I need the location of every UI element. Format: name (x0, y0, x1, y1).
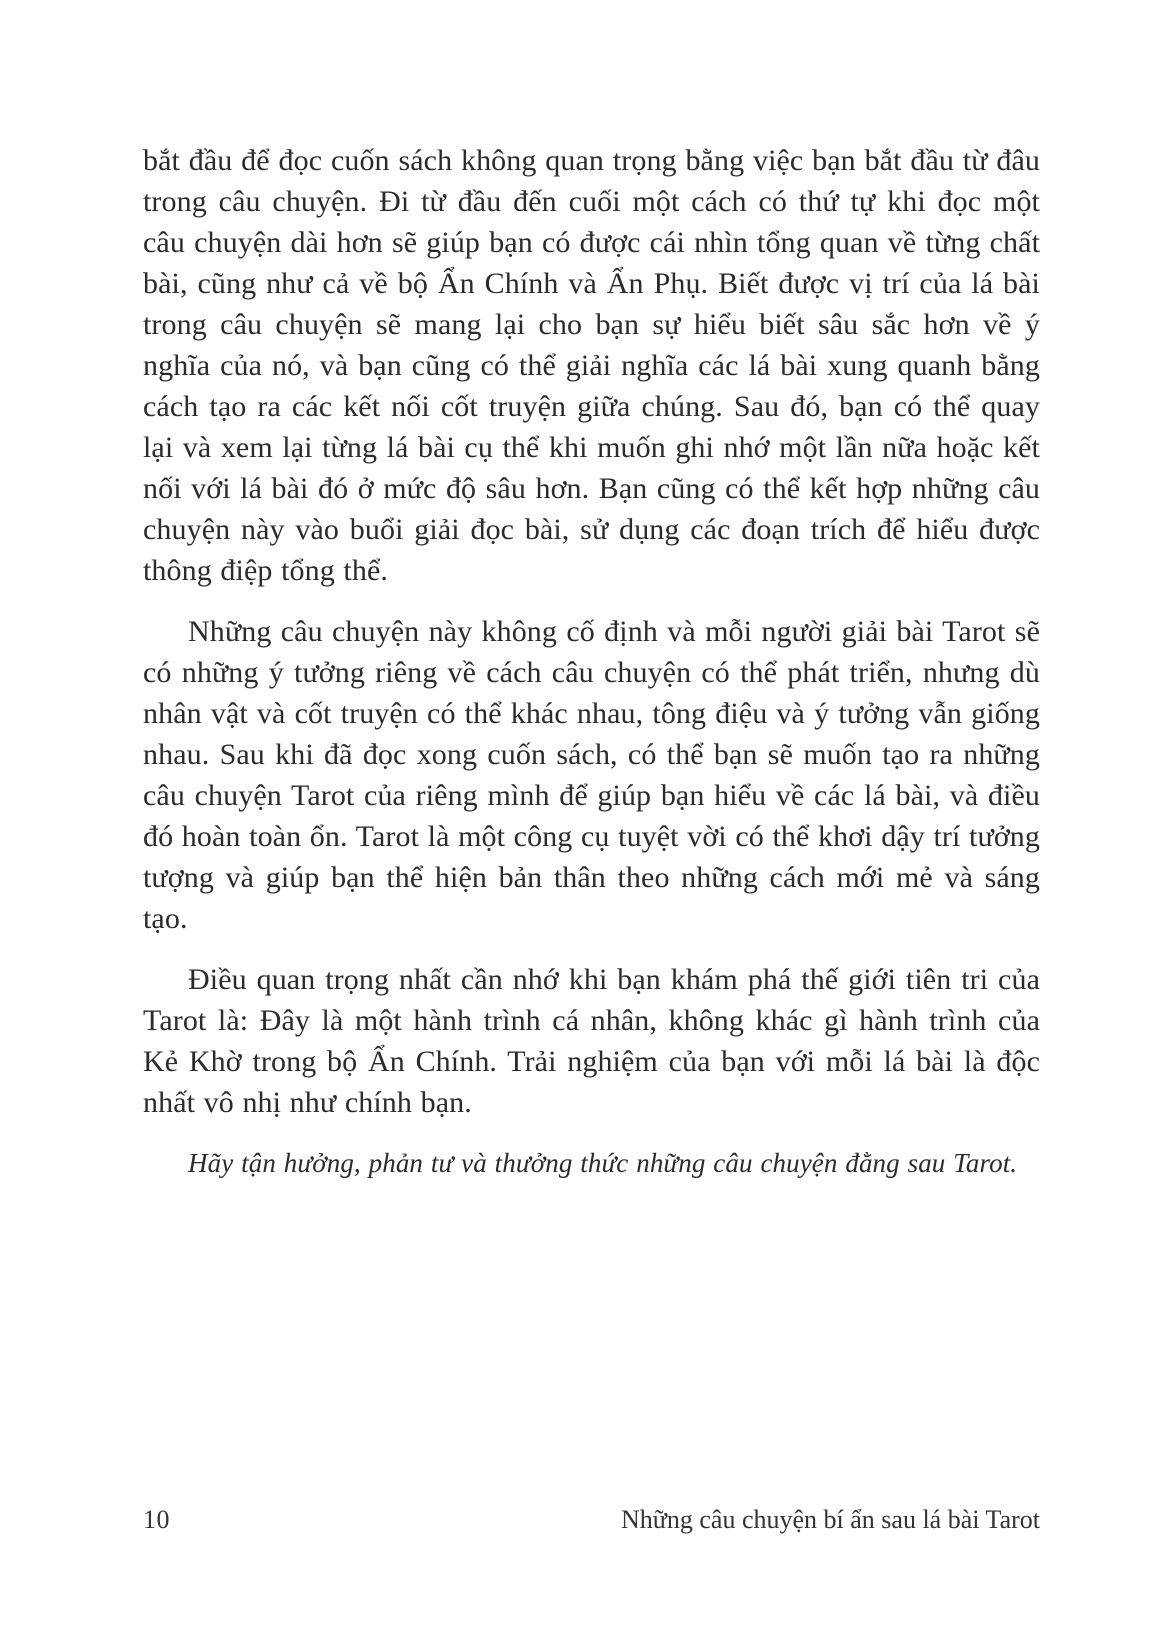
page-number: 10 (143, 1505, 170, 1534)
paragraph: bắt đầu để đọc cuốn sách không quan trọng bằng việc bạn bắt đầu từ đâu trong câu chuyện. Đi từ đầu đến cuối một cách có thứ tự khi đọc một câu chuyện dài hơn sẽ giúp bạn có được cái nhìn tổng quan về từng chất bài, cũng như cả về bộ Ẩn Chính và Ẩn Phụ. Biết được vị trí của lá bài trong câu chuyện sẽ mang lại cho bạn sự hiểu biết sâu sắc hơn về ý nghĩa của nó, và bạn cũng có thể giải nghĩa các lá bài xung quanh bằng cách tạo ra các kết nối cốt truyện giữa chúng. Sau đó, bạn có thể quay lại và xem lại từng lá bài cụ thể khi muốn ghi nhớ một lần nữa hoặc kết nối với lá bài đó ở mức độ sâu hơn. Bạn cũng có thể kết hợp những câu chuyện này vào buổi giải đọc bài, sử dụng các đoạn trích để hiểu được thông điệp tổng thể. (143, 144, 1040, 587)
closing-line: Hãy tận hưởng, phản tư và thưởng thức những câu chuyện đằng sau Tarot. (188, 1148, 1018, 1178)
page-footer (143, 1505, 1040, 1535)
running-title: Những câu chuyện bí ẩn sau lá bài Tarot (621, 1505, 1040, 1534)
page-body-text (143, 140, 1040, 1204)
paragraph: Điều quan trọng nhất cần nhớ khi bạn khám phá thế giới tiên tri của Tarot là: Đây là một hành trình cá nhân, không khác gì hành trình của Kẻ Khờ trong bộ Ẩn Chính. Trải nghiệm của bạn với mỗi lá bài là độc nhất vô nhị như chính bạn. (143, 963, 1040, 1119)
paragraph: Những câu chuyện này không cố định và mỗi người giải bài Tarot sẽ có những ý tưởng riêng về cách câu chuyện có thể phát triển, nhưng dù nhân vật và cốt truyện có thể khác nhau, tông điệu và ý tưởng vẫn giống nhau. Sau khi đã đọc xong cuốn sách, có thể bạn sẽ muốn tạo ra những câu chuyện Tarot của riêng mình để giúp bạn hiểu về các lá bài, và điều đó hoàn toàn ổn. Tarot là một công cụ tuyệt vời có thể khơi dậy trí tưởng tượng và giúp bạn thể hiện bản thân theo những cách mới mẻ và sáng tạo. (143, 615, 1040, 935)
